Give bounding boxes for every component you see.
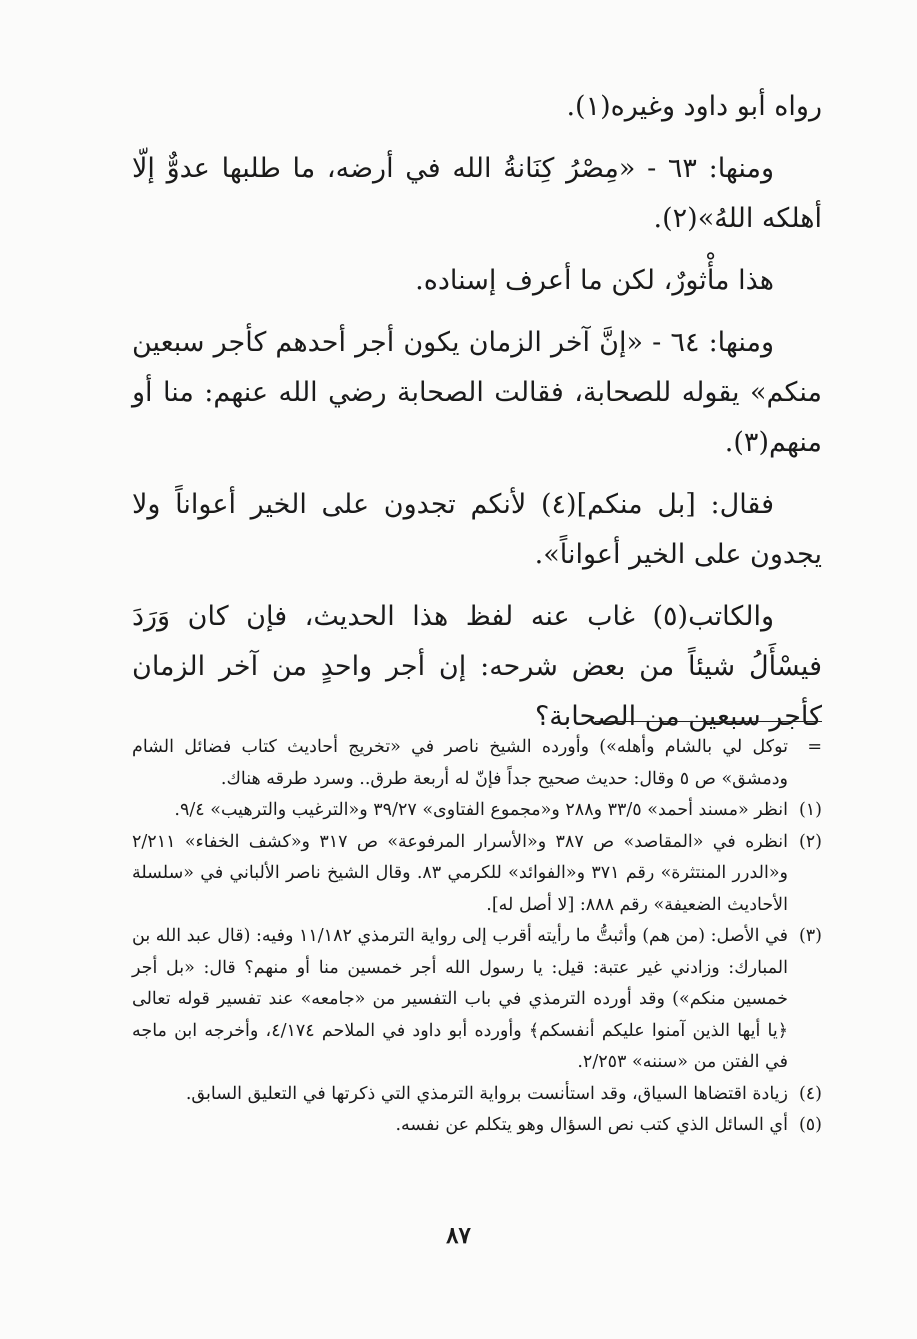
footnote-3 <box>132 921 822 1079</box>
footnote-marker: = <box>807 737 822 757</box>
footnote-text: زيادة اقتضاها السياق، وقد استأنست برواية الترمذي التي ذكرتها في التعليق السابق. <box>185 1083 788 1104</box>
main-text <box>132 82 822 754</box>
footnote-1 <box>132 795 822 827</box>
page-number: ٨٧ <box>446 1222 471 1249</box>
footnote-text: أي السائل الذي كتب نص السؤال وهو يتكلم عن نفسه. <box>395 1115 788 1135</box>
footnote-text: توكل لي بالشام وأهله») وأورده الشيخ ناصر في «تخريج أحاديث كتاب فضائل الشام ودمشق» ص ٥ وقال: حديث صحيح جداً فإنّ له أربعة طرق.. وسرد طرقه هناك. <box>132 737 788 789</box>
paragraph-hadith-63: ومنها: ٦٣ - «مِصْرُ كِنَانةُ الله في أرضه، ما طلبها عدوٌّ إلّا أهلكه اللهُ»(٢). <box>132 153 822 234</box>
footnote-marker: (٣) <box>798 926 822 946</box>
footnote-marker: (٥) <box>798 1115 822 1135</box>
footnote-text: انظر «مسند أحمد» ٣٣/٥ و٢٨٨ و«مجموع الفتاوى» ٣٩/٢٧ و«الترغيب والترهيب» ٩/٤. <box>174 800 788 820</box>
footnote-divider <box>595 721 822 722</box>
footnotes <box>132 732 822 1142</box>
paragraph-comment-63: هذا مأْثورٌ، لكن ما أعرف إسناده. <box>415 265 774 296</box>
footnote-text: انظره في «المقاصد» ص ٣٨٧ و«الأسرار المرفوعة» ص ٣١٧ و«كشف الخفاء» ٢/٢١١ و«الدرر المنتثرة» رقم ٣٧١ و«الفوائد» للكرمي ٨٣. وقال الشيخ ناصر الألباني في «سلسلة الأحاديث الضعيفة» رقم ٨٨٨: [لا أصل له]. <box>132 831 788 915</box>
footnote-2 <box>132 827 822 922</box>
paragraph-question: والكاتب(٥) غاب عنه لفظ هذا الحديث، فإن كان وَرَدَ فيسْأَلُ شيئاً من بعض شرحه: إن أجر واحدٍ من آخر الزمان كأجر سبعين من الصحابة؟ <box>132 601 822 732</box>
footnote-5 <box>132 1110 822 1142</box>
footnote-continuation <box>132 732 822 795</box>
paragraph-hadith-64: ومنها: ٦٤ - «إنَّ آخر الزمان يكون أجر أحدهم كأجر سبعين منكم» يقوله للصحابة، فقالت الصحابة رضي الله عنهم: منا أو منهم(٣). <box>132 327 822 458</box>
footnote-marker: (٤) <box>798 1083 822 1104</box>
footnote-text: في الأصل: (من هم) وأثبتُّ ما رأيته أقرب إلى رواية الترمذي ١١/١٨٢ وفيه: (قال عبد الله بن المبارك: وزادني غير عتبة: قيل: يا رسول الله أجر خمسين منا أو منهم؟ قال: «بل أجر خمسين منكم») وقد أورده الترمذي في باب التفسير من «جامعه» عند تفسير قوله تعالى ﴿يا أيها الذين آمنوا عليكم أنفسكم﴾ وأورده أبو داود في الملاحم ٤/١٧٤، وأخرجه ابن ماجه في الفتن من «سننه» ٢/٢٥٣. <box>132 926 788 1072</box>
footnote-marker: (١) <box>798 800 822 820</box>
footnote-4 <box>132 1079 822 1111</box>
paragraph-1: رواه أبو داود وغيره(١). <box>566 91 822 122</box>
footnote-marker: (٢) <box>798 831 822 852</box>
paragraph-reply: فقال: [بل منكم](٤) لأنكم تجدون على الخير أعواناً ولا يجدون على الخير أعواناً». <box>132 489 822 570</box>
